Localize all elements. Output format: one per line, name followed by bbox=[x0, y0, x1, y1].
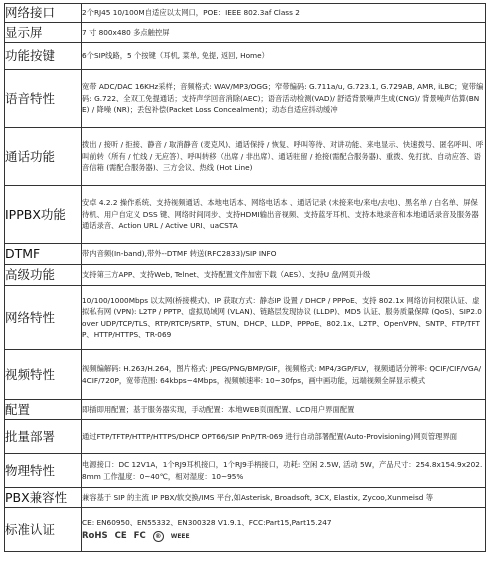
spec-row-config bbox=[5, 400, 486, 420]
row-value: 支持第三方APP、支持Web, Telnet、支持配置文件加密下载（AES）、支持U 盘/网页升级 bbox=[82, 265, 486, 286]
spec-row-certification bbox=[5, 508, 486, 552]
row-value: 兼容基于 SIP 的主流 IP PBX/软交换/IMS 平台,如Asterisk, Broadsoft, 3CX, Elastix, Zycoo,Xunmeisd 等 bbox=[82, 488, 486, 508]
row-value: 拨出 / 接听 / 拒接、静音 / 取消静音 (麦克风)、通话保持 / 恢复、呼叫等待、对讲功能、来电显示、快速拨号、匿名呼叫、呼叫前转（所有 / 忙线 / 无应答）、呼叫转移（出席 / 非出席）、通话驻留 / 抢接(需配合服务器)、重拨、免打扰、自动应答、语音信箱 (需配合服务器)、三方会议、热线 (Hot Line) bbox=[82, 128, 486, 186]
row-label: 网络接口 bbox=[5, 4, 82, 23]
spec-row-network-interface bbox=[5, 4, 486, 23]
row-value-cert bbox=[82, 508, 486, 552]
spec-row-network-features bbox=[5, 286, 486, 350]
row-value: 视频编解码: H.263/H.264，图片格式: JPEG/PNG/BMP/GIF，视频格式: MP4/3GP/FLV，视频通话分辨率: QCIF/CIF/VGA/4CIF/720P，宽带范围: 64kbps~4Mbps，视频帧速率: 10~30fps，画中画功能，远端视频全屏显示模式 bbox=[82, 350, 486, 400]
spec-row-physical bbox=[5, 454, 486, 488]
row-value: 带内音频(In-band),带外--DTMF 转送(RFC2833)/SIP INFO bbox=[82, 244, 486, 265]
row-label: 功能按键 bbox=[5, 43, 82, 70]
spec-row-pbx-compatibility bbox=[5, 488, 486, 508]
spec-row-function-keys bbox=[5, 43, 486, 70]
fcc-logo: FC bbox=[133, 531, 146, 542]
row-value: 安卓 4.2.2 操作系统、支持视频通话、本地电话本、网络电话本 、通话记录 (未接来电/来电/去电)、黑名单 / 白名单、屏保待机、用户自定义 DSS 键、网络时间同步、支持HDMI输出音视频、支持蓝牙耳机、支持本地录音和本地通话录音及服务器通话录音、Action URL / Active URI、uaCSTA bbox=[82, 186, 486, 244]
spec-row-call-features bbox=[5, 128, 486, 186]
spec-row-voice bbox=[5, 70, 486, 128]
spec-row-batch-deployment bbox=[5, 420, 486, 454]
spec-row-dtmf bbox=[5, 244, 486, 265]
row-label: PBX兼容性 bbox=[5, 488, 82, 508]
spec-table bbox=[4, 3, 486, 552]
cert-logos bbox=[82, 531, 485, 542]
registered-mark-icon: ® bbox=[153, 531, 164, 542]
weee-logo: WEEE bbox=[170, 533, 190, 541]
row-label: 语音特性 bbox=[5, 70, 82, 128]
row-value: 10/100/1000Mbps 以太网(桥接模式)、IP 获取方式：静态IP 设置 / DHCP / PPPoE、支持 802.1x 网络访问权限认证、虚拟私有网 (VPN): L2TP / PPTP、虚拟局域网 (VLAN)、链路层发现协议 (LLDP)、MD5 认证、服务质量保障 (QoS)、SIP2.0 over UDP/TCP/TLS、RTP/RTCP/SRTP、STUN、DHCP、LLDP、PPPoE、802.1x、L2TP、OpenVPN、SNTP、FTP/TFTP、HTTP/HTTPS、TR-069 bbox=[82, 286, 486, 350]
row-label: 网络特性 bbox=[5, 286, 82, 350]
row-value: 电源接口：DC 12V1A，1个RJ9耳机接口，1个RJ9手柄接口，功耗: 空闲 2.5W, 活动 5W，产品尺寸：254.8x154.9x202.8mm 工作温度：0~40℃，相对湿度：10~95% bbox=[82, 454, 486, 488]
row-label: 显示屏 bbox=[5, 23, 82, 43]
ce-logo: CE bbox=[114, 531, 127, 542]
row-value: 宽带 ADC/DAC 16KHz采样；音频格式: WAV/MP3/OGG；窄带编码: G.711a/u, G.723.1, G.729AB, AMR, iLBC；宽带编码: G.722、全双工免提通话；支持声学回音消除(AEC)；语音活动检测(VAD)/ 舒适背景噪声生成(CNG)/ 背景噪声估算(BNE) / 降噪 (NR)；丢包补偿(Packet Loss Concealment)；动态自适应抖动缓冲 bbox=[82, 70, 486, 128]
row-value: 6个SIP线路，5 个按键（耳机, 菜单, 免提, 返回, Home） bbox=[82, 43, 486, 70]
cert-text: CE: EN60950、EN55332、EN300328 V1.9.1、FCC:Part15,Part15.247 bbox=[82, 517, 332, 527]
spec-row-ippbx bbox=[5, 186, 486, 244]
row-label: 物理特性 bbox=[5, 454, 82, 488]
row-value: 7 寸 800x480 多点触控屏 bbox=[82, 23, 486, 43]
row-label: 高级功能 bbox=[5, 265, 82, 286]
row-value: 通过FTP/TFTP/HTTP/HTTPS/DHCP OPT66/SIP PnP/TR-069 进行自动部署配置(Auto-Provisioning)网页管理界面 bbox=[82, 420, 486, 454]
row-label: 通话功能 bbox=[5, 128, 82, 186]
row-label: 标准认证 bbox=[5, 508, 82, 552]
row-value: 即插即用配置；基于服务器实现，手动配置：本地WEB页面配置、LCD用户界面配置 bbox=[82, 400, 486, 420]
spec-row-display bbox=[5, 23, 486, 43]
spec-row-video bbox=[5, 350, 486, 400]
row-label: IPPBX功能 bbox=[5, 186, 82, 244]
row-label: DTMF bbox=[5, 244, 82, 265]
spec-row-advanced bbox=[5, 265, 486, 286]
rohs-logo: RoHS bbox=[82, 531, 108, 542]
row-label: 配置 bbox=[5, 400, 82, 420]
row-label: 视频特性 bbox=[5, 350, 82, 400]
row-label: 批量部署 bbox=[5, 420, 82, 454]
row-value: 2个RJ45 10/100M自适应以太网口，POE：IEEE 802.3af Class 2 bbox=[82, 4, 486, 23]
